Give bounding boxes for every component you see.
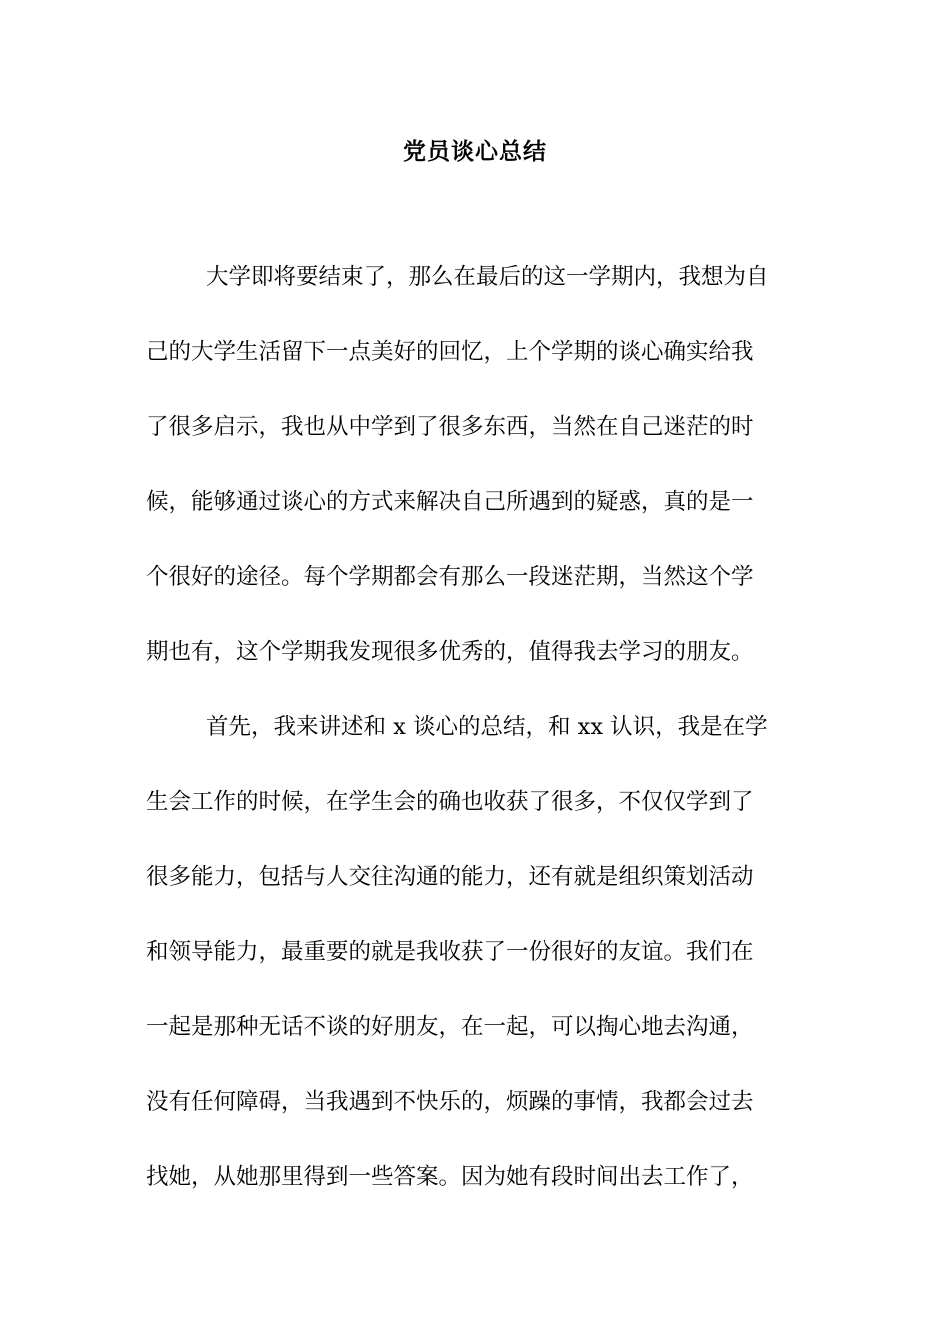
- text-line: 候，能够通过谈心的方式来解决自己所遇到的疑惑，真的是一: [146, 489, 754, 515]
- text-line: 和领导能力，最重要的就是我收获了一份很好的友谊。我们在: [146, 939, 754, 965]
- text-line: 期也有，这个学期我发现很多优秀的，值得我去学习的朋友。: [146, 639, 754, 665]
- paragraph-1: [146, 258, 812, 708]
- text-line: 很多能力，包括与人交往沟通的能力，还有就是组织策划活动: [146, 864, 754, 890]
- text-line: 没有任何障碍，当我遇到不快乐的，烦躁的事情，我都会过去: [146, 1089, 754, 1115]
- text-line: 一起是那种无话不谈的好朋友，在一起，可以掏心地去沟通，: [146, 1014, 754, 1040]
- document-body: [146, 258, 812, 1233]
- document-title: 党员谈心总结: [403, 138, 547, 165]
- text-line: 找她，从她那里得到一些答案。因为她有段时间出去工作了，: [146, 1164, 754, 1190]
- text-line: 个很好的途径。每个学期都会有那么一段迷茫期，当然这个学: [146, 564, 754, 590]
- text-line: 己的大学生活留下一点美好的回忆，上个学期的谈心确实给我: [146, 339, 754, 365]
- text-line: 首先，我来讲述和 x 谈心的总结，和 xx 认识，我是在学: [206, 714, 768, 740]
- text-line: 大学即将要结束了，那么在最后的这一学期内，我想为自: [206, 264, 769, 290]
- paragraph-2: [146, 708, 812, 1233]
- text-line: 生会工作的时候，在学生会的确也收获了很多，不仅仅学到了: [146, 789, 754, 815]
- text-line: 了很多启示，我也从中学到了很多东西，当然在自己迷茫的时: [146, 414, 754, 440]
